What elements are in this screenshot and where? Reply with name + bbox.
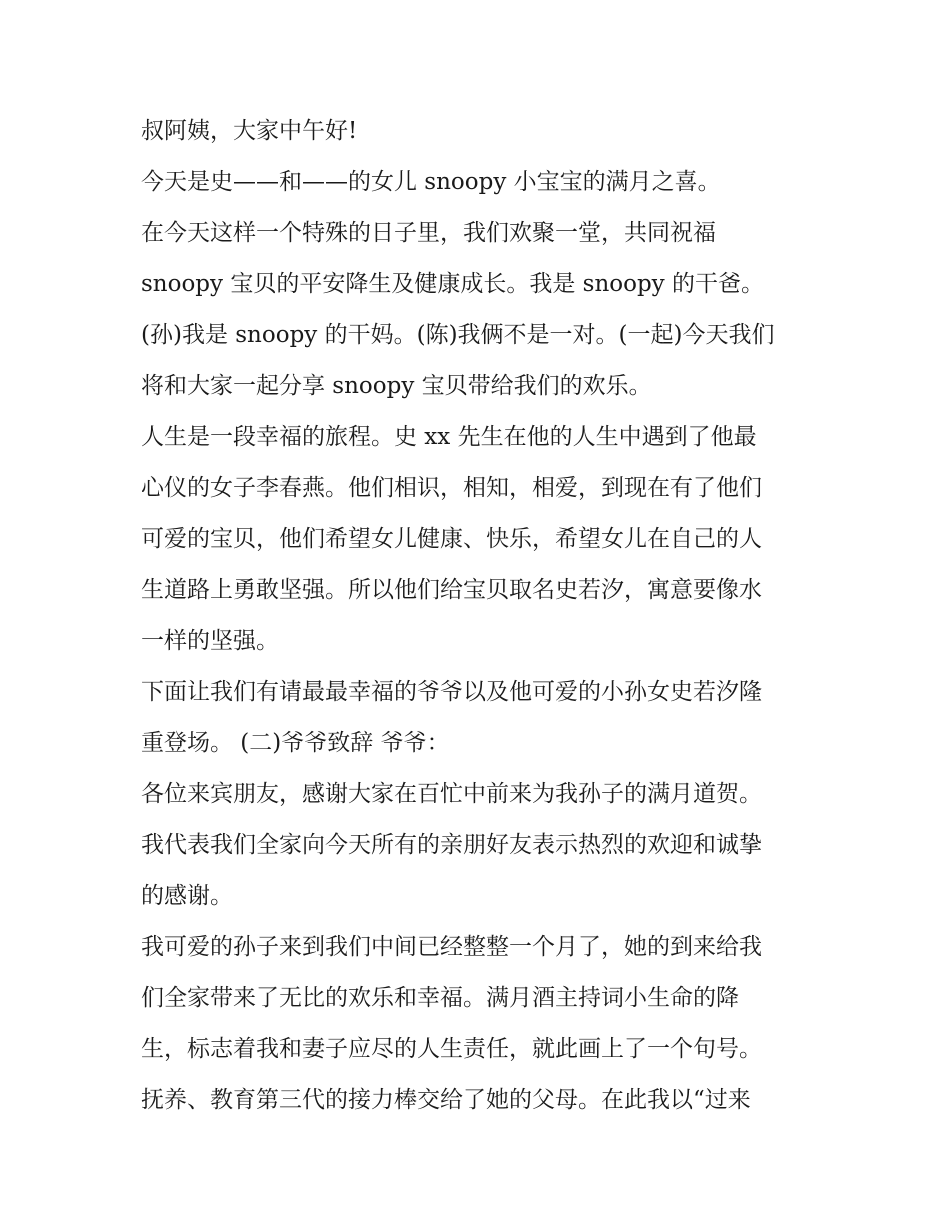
text-line: 叔阿姨，大家中午好! <box>141 118 358 144</box>
text-line: 我可爱的孙子来到我们中间已经整整一个月了，她的到来给我 <box>141 934 762 960</box>
text-line: 们全家带来了无比的欢乐和幸福。满月酒主持词小生命的降 <box>141 985 739 1011</box>
document-body <box>141 106 821 1126</box>
text-line: 一样的坚强。 <box>141 628 279 654</box>
text-line: 我代表我们全家向今天所有的亲朋好友表示热烈的欢迎和诚挚 <box>141 832 762 858</box>
text-line: 抚养、教育第三代的接力棒交给了她的父母。在此我以“过来 <box>141 1087 751 1113</box>
text-line: 的感谢。 <box>141 883 233 909</box>
text-line: 下面让我们有请最最幸福的爷爷以及他可爱的小孙女史若汐隆 <box>141 679 762 705</box>
text-line: 今天是史——和——的女儿 snoopy 小宝宝的满月之喜。 <box>141 169 721 195</box>
text-line: 重登场。 (二)爷爷致辞 爷爷： <box>141 730 450 756</box>
text-line: (孙)我是 snoopy 的干妈。(陈)我俩不是一对。(一起)今天我们 <box>141 322 775 348</box>
text-line: 生道路上勇敢坚强。所以他们给宝贝取名史若汐，寓意要像水 <box>141 577 762 603</box>
text-line: 人生是一段幸福的旅程。史 xx 先生在他的人生中遇到了他最 <box>141 424 757 450</box>
text-line: snoopy 宝贝的平安降生及健康成长。我是 snoopy 的干爸。 <box>141 271 764 297</box>
text-line: 将和大家一起分享 snoopy 宝贝带给我们的欢乐。 <box>141 373 652 399</box>
text-line: 心仪的女子李春燕。他们相识，相知，相爱，到现在有了他们 <box>141 475 762 501</box>
text-line: 在今天这样一个特殊的日子里，我们欢聚一堂，共同祝福 <box>141 220 716 246</box>
text-line: 可爱的宝贝，他们希望女儿健康、快乐，希望女儿在自己的人 <box>141 526 762 552</box>
text-line: 生，标志着我和妻子应尽的人生责任，就此画上了一个句号。 <box>141 1036 762 1062</box>
text-line: 各位来宾朋友，感谢大家在百忙中前来为我孙子的满月道贺。 <box>141 781 762 807</box>
